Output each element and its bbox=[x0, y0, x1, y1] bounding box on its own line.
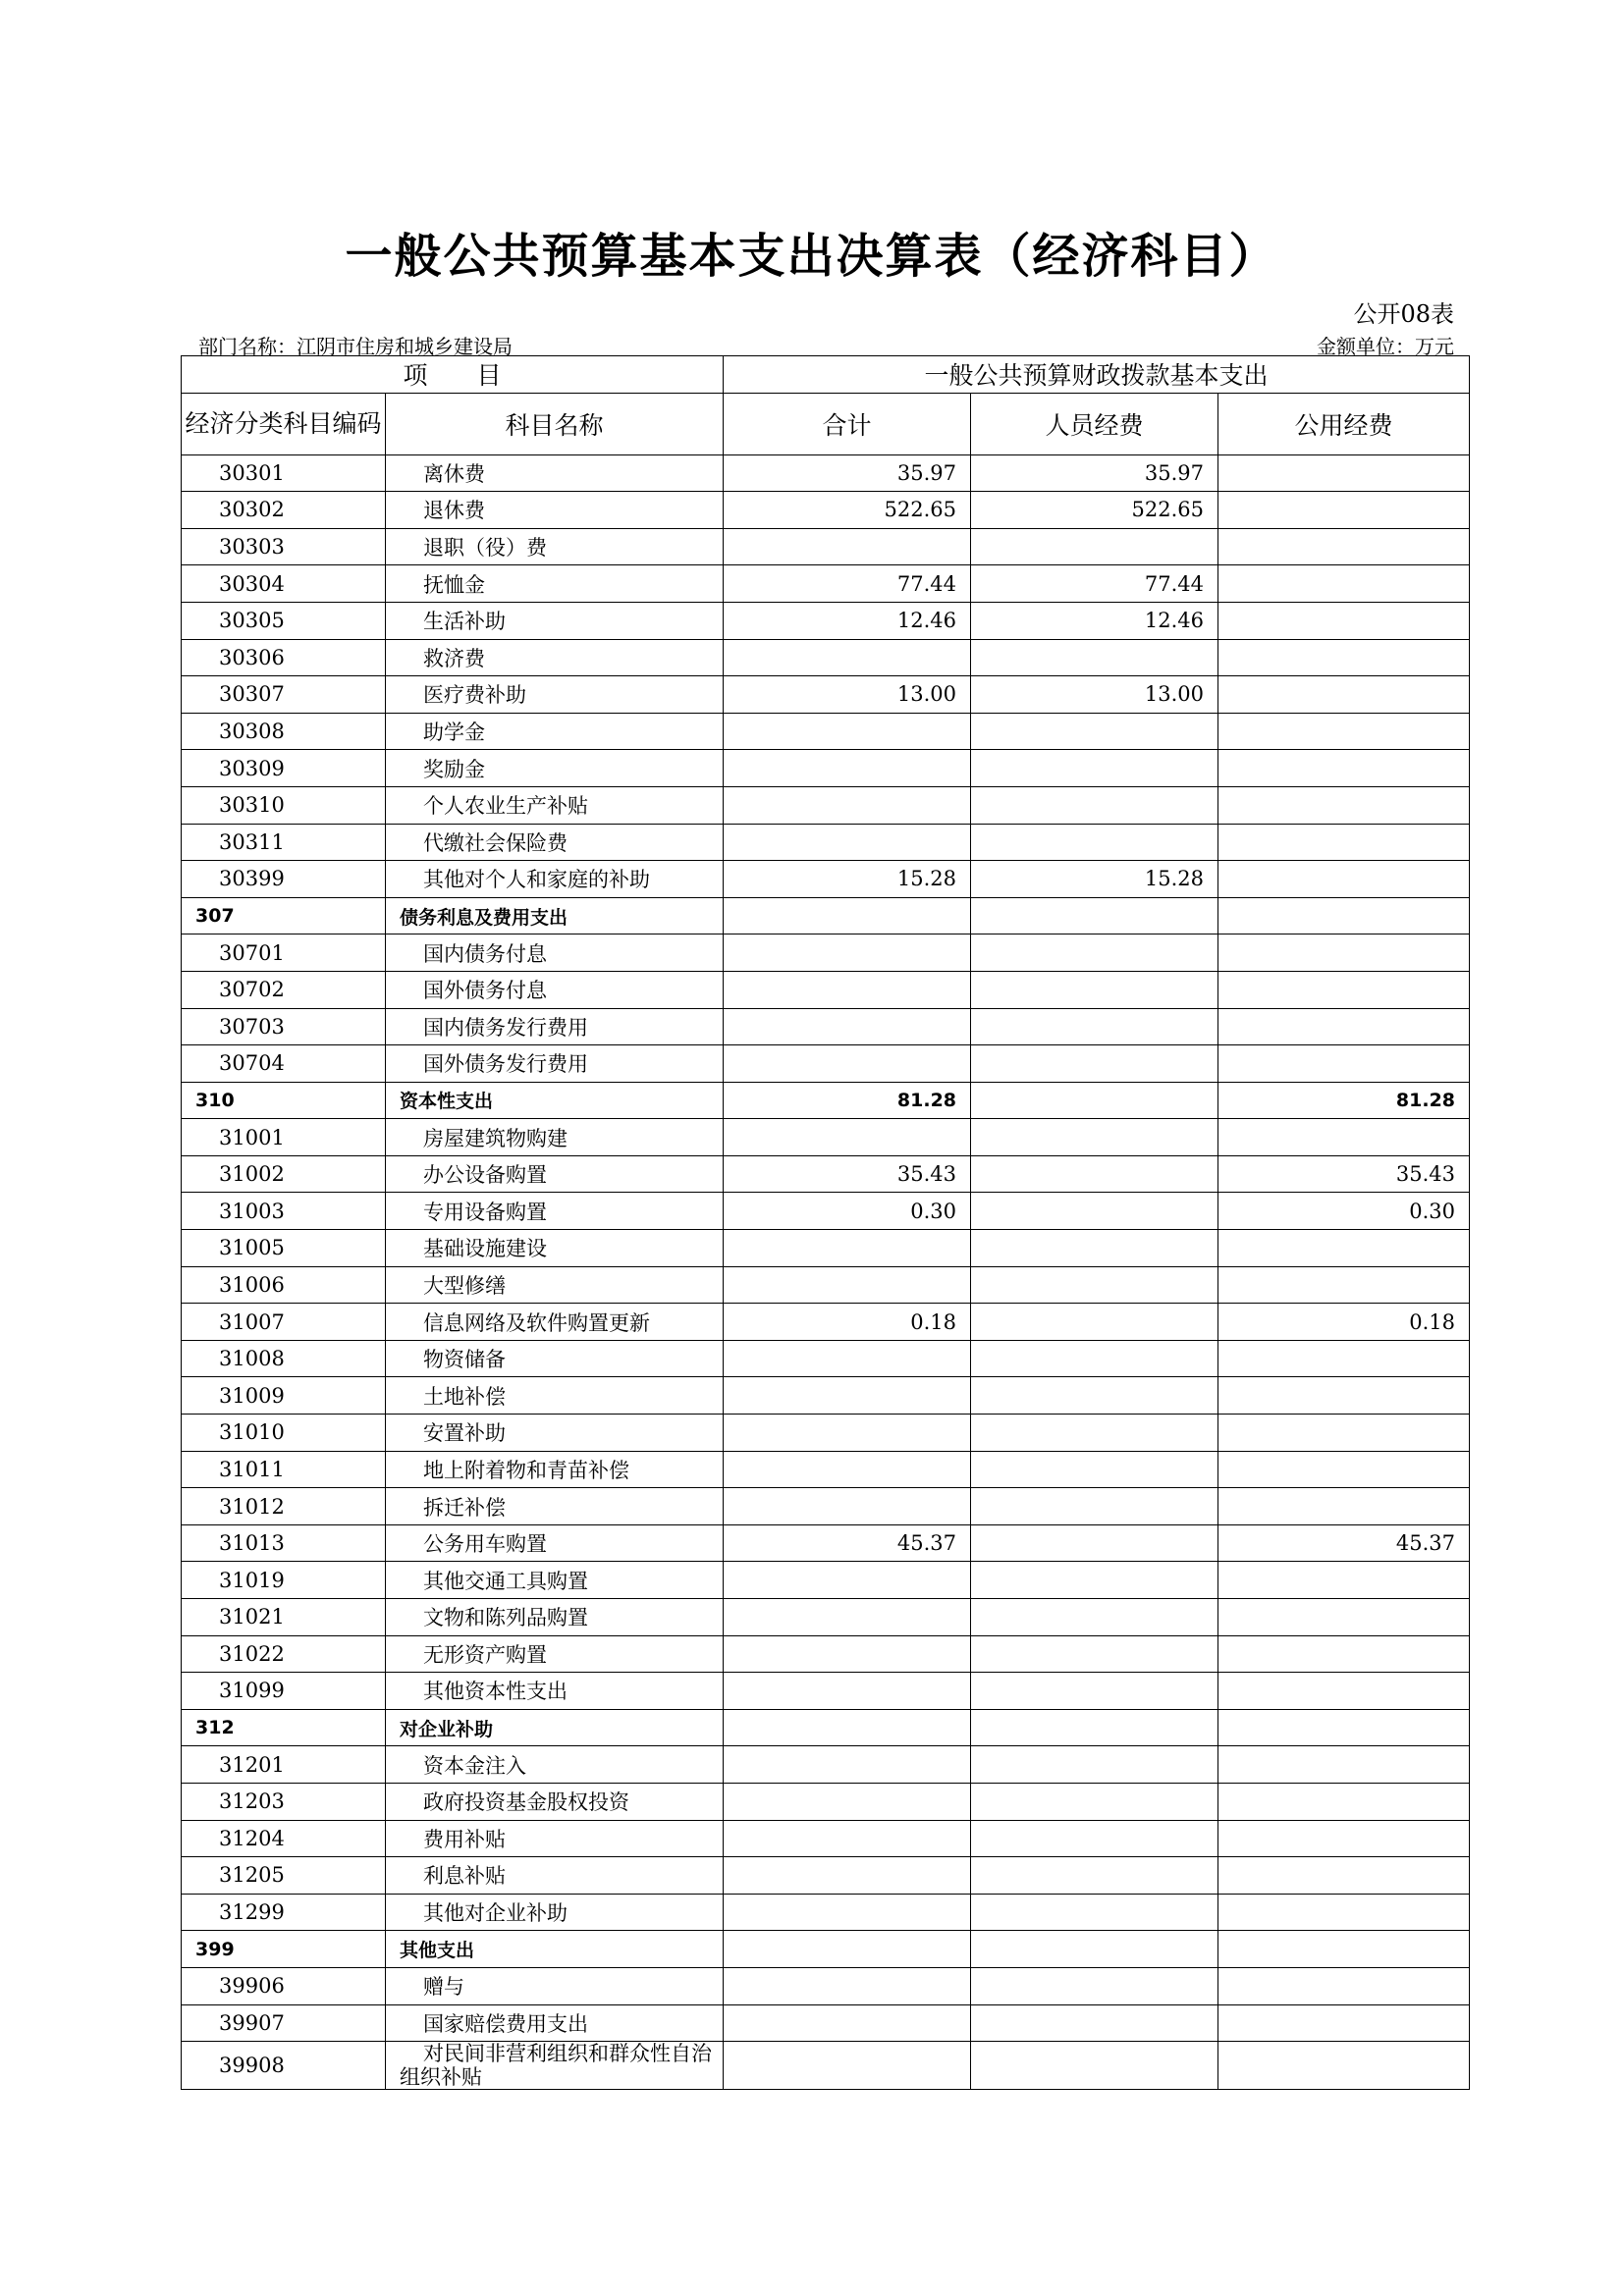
row-code: 30301 bbox=[182, 454, 386, 492]
row-code: 31022 bbox=[182, 1635, 386, 1673]
row-code: 30307 bbox=[182, 676, 386, 714]
row-public bbox=[1218, 1377, 1470, 1415]
row-total bbox=[724, 1119, 971, 1156]
header-group: 一般公共预算财政拨款基本支出 bbox=[724, 356, 1470, 394]
row-name: 代缴社会保险费 bbox=[386, 824, 724, 861]
row-total bbox=[724, 750, 971, 787]
row-name: 大型修缮 bbox=[386, 1266, 724, 1304]
row-code: 310 bbox=[182, 1082, 386, 1119]
row-name: 专用设备购置 bbox=[386, 1193, 724, 1230]
row-total bbox=[724, 786, 971, 824]
row-personnel bbox=[971, 1783, 1218, 1820]
row-public bbox=[1218, 934, 1470, 972]
row-public bbox=[1218, 1415, 1470, 1452]
row-total: 12.46 bbox=[724, 602, 971, 639]
row-personnel bbox=[971, 1008, 1218, 1045]
row-code: 31205 bbox=[182, 1857, 386, 1895]
row-public bbox=[1218, 2004, 1470, 2042]
row-name: 利息补贴 bbox=[386, 1857, 724, 1895]
row-public bbox=[1218, 1599, 1470, 1636]
row-code: 31009 bbox=[182, 1377, 386, 1415]
table-row bbox=[182, 1894, 1470, 1931]
table-group-row bbox=[182, 1709, 1470, 1746]
table-row bbox=[182, 861, 1470, 898]
row-name: 其他对个人和家庭的补助 bbox=[386, 861, 724, 898]
row-public bbox=[1218, 897, 1470, 934]
row-total bbox=[724, 1673, 971, 1710]
row-name: 其他交通工具购置 bbox=[386, 1562, 724, 1599]
row-public: 0.30 bbox=[1218, 1193, 1470, 1230]
row-code: 30701 bbox=[182, 934, 386, 972]
row-code: 31013 bbox=[182, 1524, 386, 1562]
table-row bbox=[182, 750, 1470, 787]
table-row bbox=[182, 676, 1470, 714]
row-total bbox=[724, 1967, 971, 2004]
row-total bbox=[724, 934, 971, 972]
row-public bbox=[1218, 1045, 1470, 1083]
table-row bbox=[182, 639, 1470, 676]
amount-unit: 金额单位：万元 bbox=[1317, 335, 1454, 358]
table-row bbox=[182, 1119, 1470, 1156]
row-personnel bbox=[971, 1082, 1218, 1119]
row-total: 13.00 bbox=[724, 676, 971, 714]
header-public: 公用经费 bbox=[1218, 393, 1470, 454]
table-row bbox=[182, 1967, 1470, 2004]
row-code: 31021 bbox=[182, 1599, 386, 1636]
row-total bbox=[724, 1635, 971, 1673]
row-personnel bbox=[971, 2004, 1218, 2042]
row-name: 费用补贴 bbox=[386, 1820, 724, 1857]
row-total bbox=[724, 1562, 971, 1599]
row-personnel bbox=[971, 1673, 1218, 1710]
row-total: 35.97 bbox=[724, 454, 971, 492]
row-total bbox=[724, 1045, 971, 1083]
row-code: 30308 bbox=[182, 713, 386, 750]
row-personnel: 35.97 bbox=[971, 454, 1218, 492]
row-code: 30702 bbox=[182, 971, 386, 1008]
row-personnel bbox=[971, 639, 1218, 676]
row-personnel bbox=[971, 1266, 1218, 1304]
row-total bbox=[724, 971, 971, 1008]
row-personnel: 12.46 bbox=[971, 602, 1218, 639]
row-total: 45.37 bbox=[724, 1524, 971, 1562]
row-total bbox=[724, 713, 971, 750]
row-code: 31012 bbox=[182, 1488, 386, 1525]
row-public bbox=[1218, 1266, 1470, 1304]
row-personnel bbox=[971, 1635, 1218, 1673]
row-name: 信息网络及软件购置更新 bbox=[386, 1304, 724, 1341]
row-personnel bbox=[971, 934, 1218, 972]
row-public bbox=[1218, 1820, 1470, 1857]
row-total bbox=[724, 1230, 971, 1267]
row-total bbox=[724, 1783, 971, 1820]
row-name: 救济费 bbox=[386, 639, 724, 676]
table-row bbox=[182, 934, 1470, 972]
row-total bbox=[724, 1340, 971, 1377]
row-name: 公务用车购置 bbox=[386, 1524, 724, 1562]
row-total bbox=[724, 1931, 971, 1968]
table-row bbox=[182, 454, 1470, 492]
row-public bbox=[1218, 1451, 1470, 1488]
row-name: 债务利息及费用支出 bbox=[386, 897, 724, 934]
row-public bbox=[1218, 1008, 1470, 1045]
row-name: 国外债务付息 bbox=[386, 971, 724, 1008]
row-name: 国内债务发行费用 bbox=[386, 1008, 724, 1045]
row-personnel bbox=[971, 1230, 1218, 1267]
row-code: 31002 bbox=[182, 1155, 386, 1193]
row-public bbox=[1218, 713, 1470, 750]
table-row bbox=[182, 1155, 1470, 1193]
row-personnel bbox=[971, 1746, 1218, 1784]
row-personnel bbox=[971, 713, 1218, 750]
table-row bbox=[182, 1415, 1470, 1452]
page-title: 一般公共预算基本支出决算表（经济科目） bbox=[345, 229, 1278, 284]
row-personnel bbox=[971, 1894, 1218, 1931]
row-personnel bbox=[971, 1155, 1218, 1193]
row-public bbox=[1218, 1931, 1470, 1968]
row-public bbox=[1218, 1746, 1470, 1784]
table-body bbox=[182, 356, 1470, 2090]
row-name: 助学金 bbox=[386, 713, 724, 750]
row-total bbox=[724, 1746, 971, 1784]
row-personnel bbox=[971, 897, 1218, 934]
row-public bbox=[1218, 676, 1470, 714]
row-total bbox=[724, 1894, 971, 1931]
table-row bbox=[182, 1451, 1470, 1488]
table-row bbox=[182, 2004, 1470, 2042]
table-row bbox=[182, 1266, 1470, 1304]
row-code: 30704 bbox=[182, 1045, 386, 1083]
row-personnel: 15.28 bbox=[971, 861, 1218, 898]
row-code: 30305 bbox=[182, 602, 386, 639]
row-public bbox=[1218, 454, 1470, 492]
table-row bbox=[182, 1562, 1470, 1599]
table-row bbox=[182, 565, 1470, 603]
row-name: 抚恤金 bbox=[386, 565, 724, 603]
row-public bbox=[1218, 492, 1470, 529]
row-code: 31011 bbox=[182, 1451, 386, 1488]
row-code: 399 bbox=[182, 1931, 386, 1968]
row-name: 个人农业生产补贴 bbox=[386, 786, 724, 824]
row-total bbox=[724, 897, 971, 934]
row-code: 31007 bbox=[182, 1304, 386, 1341]
row-name: 离休费 bbox=[386, 454, 724, 492]
row-public bbox=[1218, 1709, 1470, 1746]
table-row bbox=[182, 1304, 1470, 1341]
table-row bbox=[182, 1746, 1470, 1784]
row-personnel bbox=[971, 971, 1218, 1008]
row-total: 0.18 bbox=[724, 1304, 971, 1341]
table-group-row bbox=[182, 1082, 1470, 1119]
row-public bbox=[1218, 786, 1470, 824]
row-personnel bbox=[971, 1377, 1218, 1415]
row-public bbox=[1218, 639, 1470, 676]
row-total bbox=[724, 1451, 971, 1488]
row-total bbox=[724, 1377, 971, 1415]
row-code: 30399 bbox=[182, 861, 386, 898]
table-row bbox=[182, 2042, 1470, 2090]
row-total: 15.28 bbox=[724, 861, 971, 898]
row-public bbox=[1218, 750, 1470, 787]
table-row bbox=[182, 1599, 1470, 1636]
row-personnel bbox=[971, 1304, 1218, 1341]
row-public bbox=[1218, 824, 1470, 861]
table-row bbox=[182, 492, 1470, 529]
row-name: 对企业补助 bbox=[386, 1709, 724, 1746]
table-row bbox=[182, 1340, 1470, 1377]
row-code: 30306 bbox=[182, 639, 386, 676]
row-public bbox=[1218, 2042, 1470, 2090]
row-personnel bbox=[971, 1488, 1218, 1525]
table-row bbox=[182, 1230, 1470, 1267]
row-name: 地上附着物和青苗补偿 bbox=[386, 1451, 724, 1488]
table-row bbox=[182, 971, 1470, 1008]
department-name: 部门名称：江阴市住房和城乡建设局 bbox=[198, 335, 513, 358]
row-personnel bbox=[971, 1193, 1218, 1230]
table-group-row bbox=[182, 897, 1470, 934]
row-name: 赠与 bbox=[386, 1967, 724, 2004]
row-name: 文物和陈列品购置 bbox=[386, 1599, 724, 1636]
row-code: 31010 bbox=[182, 1415, 386, 1452]
row-personnel bbox=[971, 1119, 1218, 1156]
row-code: 31001 bbox=[182, 1119, 386, 1156]
row-code: 30302 bbox=[182, 492, 386, 529]
row-code: 30310 bbox=[182, 786, 386, 824]
table-row bbox=[182, 1045, 1470, 1083]
row-public bbox=[1218, 971, 1470, 1008]
row-name: 奖励金 bbox=[386, 750, 724, 787]
row-public bbox=[1218, 1967, 1470, 2004]
row-code: 31003 bbox=[182, 1193, 386, 1230]
row-name: 物资储备 bbox=[386, 1340, 724, 1377]
row-code: 31008 bbox=[182, 1340, 386, 1377]
row-total: 81.28 bbox=[724, 1082, 971, 1119]
row-code: 39907 bbox=[182, 2004, 386, 2042]
form-number: 公开08表 bbox=[1353, 300, 1454, 328]
table-row bbox=[182, 1524, 1470, 1562]
row-name: 房屋建筑物购建 bbox=[386, 1119, 724, 1156]
table-row bbox=[182, 1377, 1470, 1415]
row-name: 生活补助 bbox=[386, 602, 724, 639]
row-personnel bbox=[971, 1709, 1218, 1746]
row-total bbox=[724, 1488, 971, 1525]
row-public bbox=[1218, 1119, 1470, 1156]
table-row bbox=[182, 1635, 1470, 1673]
row-public bbox=[1218, 1857, 1470, 1895]
row-code: 31299 bbox=[182, 1894, 386, 1931]
header-row-top bbox=[182, 356, 1470, 394]
row-name: 国家赔偿费用支出 bbox=[386, 2004, 724, 2042]
row-name: 对民间非营利组织和群众性自治组织补贴 bbox=[386, 2042, 724, 2090]
row-code: 31204 bbox=[182, 1820, 386, 1857]
row-personnel bbox=[971, 1857, 1218, 1895]
row-total: 522.65 bbox=[724, 492, 971, 529]
row-name: 资本金注入 bbox=[386, 1746, 724, 1784]
row-personnel bbox=[971, 2042, 1218, 2090]
table-row bbox=[182, 1673, 1470, 1710]
row-name: 安置补助 bbox=[386, 1415, 724, 1452]
row-code: 30303 bbox=[182, 528, 386, 565]
table-row bbox=[182, 528, 1470, 565]
row-personnel bbox=[971, 824, 1218, 861]
row-public bbox=[1218, 1562, 1470, 1599]
row-code: 30703 bbox=[182, 1008, 386, 1045]
row-personnel bbox=[971, 1524, 1218, 1562]
row-name: 退职（役）费 bbox=[386, 528, 724, 565]
table-row bbox=[182, 713, 1470, 750]
row-personnel: 522.65 bbox=[971, 492, 1218, 529]
row-personnel bbox=[971, 1045, 1218, 1083]
row-code: 30304 bbox=[182, 565, 386, 603]
row-code: 31005 bbox=[182, 1230, 386, 1267]
table-row bbox=[182, 602, 1470, 639]
row-personnel bbox=[971, 1451, 1218, 1488]
row-total: 77.44 bbox=[724, 565, 971, 603]
row-code: 312 bbox=[182, 1709, 386, 1746]
row-total: 0.30 bbox=[724, 1193, 971, 1230]
row-total: 35.43 bbox=[724, 1155, 971, 1193]
row-public bbox=[1218, 1783, 1470, 1820]
row-name: 政府投资基金股权投资 bbox=[386, 1783, 724, 1820]
header-name: 科目名称 bbox=[386, 393, 724, 454]
row-name: 其他资本性支出 bbox=[386, 1673, 724, 1710]
row-personnel bbox=[971, 1340, 1218, 1377]
row-code: 31201 bbox=[182, 1746, 386, 1784]
row-personnel bbox=[971, 786, 1218, 824]
row-total bbox=[724, 824, 971, 861]
table-row bbox=[182, 786, 1470, 824]
row-name: 退休费 bbox=[386, 492, 724, 529]
row-name: 其他对企业补助 bbox=[386, 1894, 724, 1931]
header-item: 项 目 bbox=[182, 356, 724, 394]
row-public bbox=[1218, 1635, 1470, 1673]
row-personnel bbox=[971, 1562, 1218, 1599]
row-name: 土地补偿 bbox=[386, 1377, 724, 1415]
row-personnel bbox=[971, 528, 1218, 565]
header-total: 合计 bbox=[724, 393, 971, 454]
row-total bbox=[724, 1857, 971, 1895]
row-total bbox=[724, 1008, 971, 1045]
row-total bbox=[724, 2042, 971, 2090]
table-row bbox=[182, 1008, 1470, 1045]
header-personnel: 人员经费 bbox=[971, 393, 1218, 454]
row-public bbox=[1218, 1894, 1470, 1931]
row-name: 资本性支出 bbox=[386, 1082, 724, 1119]
row-name: 办公设备购置 bbox=[386, 1155, 724, 1193]
row-personnel bbox=[971, 1967, 1218, 2004]
row-total bbox=[724, 1415, 971, 1452]
table-group-row bbox=[182, 1931, 1470, 1968]
row-public: 81.28 bbox=[1218, 1082, 1470, 1119]
row-public bbox=[1218, 1230, 1470, 1267]
row-public bbox=[1218, 528, 1470, 565]
row-name: 其他支出 bbox=[386, 1931, 724, 1968]
row-personnel bbox=[971, 1415, 1218, 1452]
row-personnel bbox=[971, 1931, 1218, 1968]
row-name: 拆迁补偿 bbox=[386, 1488, 724, 1525]
table-row bbox=[182, 1820, 1470, 1857]
row-code: 31099 bbox=[182, 1673, 386, 1710]
row-code: 31203 bbox=[182, 1783, 386, 1820]
table-row bbox=[182, 1783, 1470, 1820]
row-code: 31019 bbox=[182, 1562, 386, 1599]
table-row bbox=[182, 824, 1470, 861]
row-name: 医疗费补助 bbox=[386, 676, 724, 714]
row-total bbox=[724, 1709, 971, 1746]
row-public: 45.37 bbox=[1218, 1524, 1470, 1562]
row-total bbox=[724, 1266, 971, 1304]
row-total bbox=[724, 1599, 971, 1636]
row-public bbox=[1218, 565, 1470, 603]
row-public bbox=[1218, 1488, 1470, 1525]
row-code: 307 bbox=[182, 897, 386, 934]
row-name: 国外债务发行费用 bbox=[386, 1045, 724, 1083]
row-public bbox=[1218, 861, 1470, 898]
row-personnel: 77.44 bbox=[971, 565, 1218, 603]
table-row bbox=[182, 1193, 1470, 1230]
row-personnel bbox=[971, 750, 1218, 787]
row-total bbox=[724, 2004, 971, 2042]
header-code: 经济分类科目编码 bbox=[182, 393, 386, 454]
row-code: 31006 bbox=[182, 1266, 386, 1304]
row-name: 国内债务付息 bbox=[386, 934, 724, 972]
row-public: 0.18 bbox=[1218, 1304, 1470, 1341]
row-personnel bbox=[971, 1820, 1218, 1857]
header-row-columns bbox=[182, 393, 1470, 454]
row-name: 基础设施建设 bbox=[386, 1230, 724, 1267]
row-personnel: 13.00 bbox=[971, 676, 1218, 714]
row-public bbox=[1218, 602, 1470, 639]
table-row bbox=[182, 1488, 1470, 1525]
row-total bbox=[724, 528, 971, 565]
expenditure-table bbox=[181, 355, 1470, 2090]
row-total bbox=[724, 1820, 971, 1857]
row-total bbox=[724, 639, 971, 676]
row-code: 30311 bbox=[182, 824, 386, 861]
row-code: 39906 bbox=[182, 1967, 386, 2004]
row-public bbox=[1218, 1340, 1470, 1377]
table-row bbox=[182, 1857, 1470, 1895]
row-public bbox=[1218, 1673, 1470, 1710]
row-code: 39908 bbox=[182, 2042, 386, 2090]
row-public: 35.43 bbox=[1218, 1155, 1470, 1193]
row-code: 30309 bbox=[182, 750, 386, 787]
row-personnel bbox=[971, 1599, 1218, 1636]
row-name: 无形资产购置 bbox=[386, 1635, 724, 1673]
